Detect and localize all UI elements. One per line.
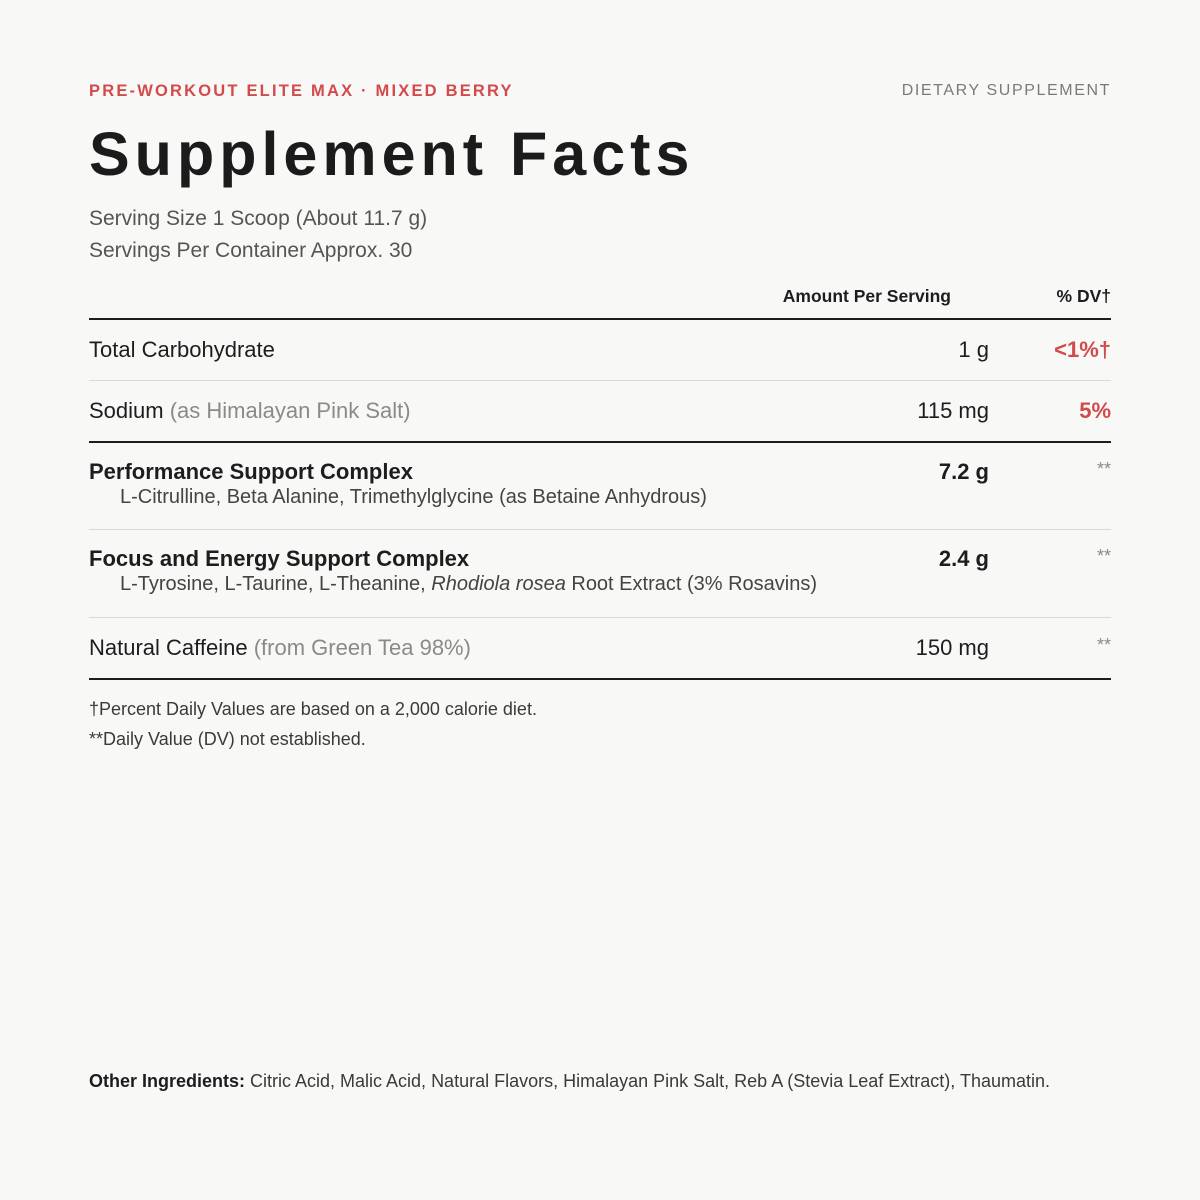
nutrient-name: Total Carbohydrate <box>89 337 275 362</box>
nutrient-amount: 1 g <box>958 337 989 362</box>
complex-amount: 2.4 g <box>938 546 989 571</box>
footnotes <box>89 694 537 754</box>
nutrient-dv: <1%† <box>1054 337 1111 362</box>
other-ingredients-label: Other Ingredients: <box>89 1071 246 1091</box>
table-column-headers <box>89 286 1111 310</box>
table-bottom-rule <box>89 678 1111 680</box>
footnote-not-established: **Daily Value (DV) not established. <box>89 729 366 749</box>
nutrient-dv: 5% <box>1079 398 1111 423</box>
category-label: DIETARY SUPPLEMENT <box>901 82 1111 99</box>
complex-dv: ** <box>1096 546 1111 566</box>
nutrient-qualifier: (from Green Tea 98%) <box>253 635 471 660</box>
label-header <box>89 82 1111 102</box>
row-divider <box>89 529 1111 530</box>
row-divider <box>89 617 1111 618</box>
column-header-dv: % DV† <box>1056 286 1111 306</box>
nutrient-qualifier: (as Himalayan Pink Salt) <box>169 398 411 423</box>
nutrient-amount: 150 mg <box>915 635 989 660</box>
other-ingredients <box>89 1066 1089 1096</box>
complex-name: Performance Support Complex <box>89 459 413 484</box>
serving-size: Serving Size 1 Scoop (About 11.7 g) <box>89 207 428 230</box>
servings-per-container: Servings Per Container Approx. 30 <box>89 239 413 262</box>
nutrient-name: Sodium (as Himalayan Pink Salt) <box>89 398 411 423</box>
other-ingredients-text: Citric Acid, Malic Acid, Natural Flavors, Himalayan Pink Salt, Reb A (Stevia Leaf Extract), Thaumatin. <box>245 1071 1050 1091</box>
nutrient-amount: 115 mg <box>917 398 989 423</box>
complex-dv: ** <box>1096 459 1111 479</box>
complex-name: Focus and Energy Support Complex <box>89 546 470 571</box>
footnote-dv-basis: †Percent Daily Values are based on a 2,000 calorie diet. <box>89 699 537 719</box>
table-top-rule <box>89 318 1111 320</box>
botanical-name: Rhodiola rosea <box>431 573 566 595</box>
complex-ingredients: L-Tyrosine, L-Taurine, L-Theanine, Rhodiola rosea Root Extract (3% Rosavins) <box>120 573 818 595</box>
nutrient-name: Natural Caffeine (from Green Tea 98%) <box>89 635 471 660</box>
row-divider <box>89 380 1111 381</box>
complex-amount: 7.2 g <box>938 459 989 484</box>
nutrient-dv: ** <box>1096 635 1111 655</box>
page-title: Supplement Facts <box>89 120 695 188</box>
serving-info <box>89 203 427 267</box>
supplement-facts-panel <box>89 0 1111 1200</box>
column-header-amount: Amount Per Serving <box>782 286 951 306</box>
section-rule <box>89 441 1111 443</box>
complex-ingredients: L-Citrulline, Beta Alanine, Trimethylglycine (as Betaine Anhydrous) <box>120 486 707 508</box>
product-name: PRE-WORKOUT ELITE MAX · MIXED BERRY <box>89 82 514 100</box>
